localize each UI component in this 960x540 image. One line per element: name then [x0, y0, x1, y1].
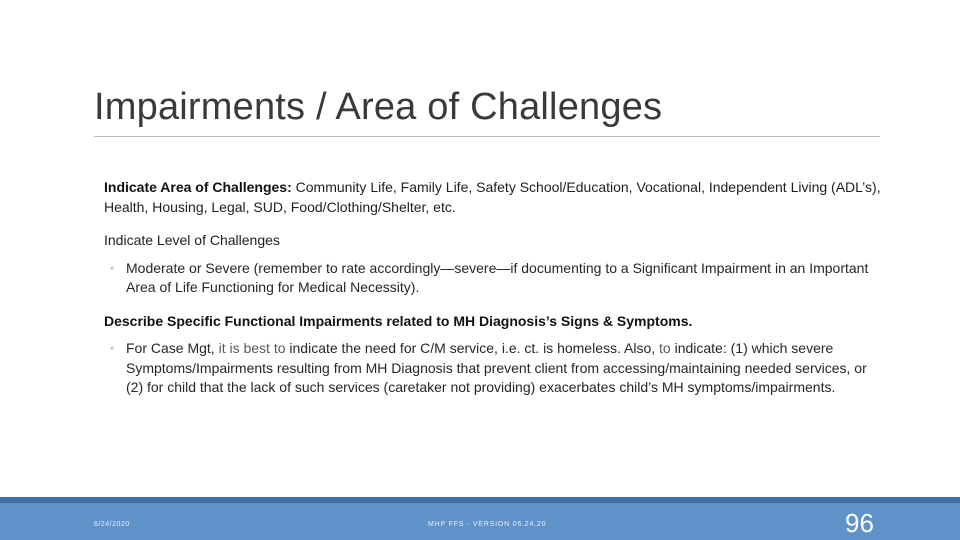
functional-impairments-heading [104, 312, 884, 332]
slide-body [104, 178, 884, 412]
page-number: 96 [845, 508, 874, 538]
footer-date: 6/24/2020 [94, 521, 130, 528]
case-mgt-text-4: to [659, 340, 671, 356]
footer-version: MHP FFS - VERSION 06.24.20 [428, 521, 547, 528]
bullet-icon: ◦ [110, 260, 115, 275]
case-mgt-text-5: indicate: (1) which severe Symptoms/Impairments resulting from MH Diagnosis that prevent client from accessing/maintaining needed services, or (2) for child that the lack of such services (caretaker not providing) exacerbates child’s MH symptoms/impairments. [126, 340, 867, 395]
footer-band-accent [0, 497, 960, 503]
case-mgt-text-1: For Case Mgt, [126, 340, 219, 356]
area-of-challenges-heading: Indicate Area of Challenges: [104, 179, 292, 195]
bullet-icon: ◦ [110, 341, 115, 355]
level-of-challenges-bullet [104, 259, 884, 298]
level-of-challenges-heading: Indicate Level of Challenges [104, 232, 280, 248]
footer-band [0, 497, 960, 540]
functional-impairments-bullet [104, 339, 884, 398]
functional-impairments-heading-text: Describe Specific Functional Impairments related to MH Diagnosis’s Signs & Symptoms. [104, 312, 693, 329]
area-of-challenges-paragraph [104, 178, 884, 217]
level-of-challenges-text: Moderate or Severe (remember to rate accordingly—severe—if documenting to a Significant Impairment in an Important Area of Life Functioning for Medical Necessity). [126, 259, 869, 295]
case-mgt-text-2: it is best to [218, 340, 286, 356]
area-of-challenges-text: Community Life, Family Life, Safety School/Education, Vocational, Independent Living (ADL’s), Health, Housing, Legal, SUD, Food/Clothing/Shelter, etc. [104, 179, 881, 215]
title-divider [94, 136, 880, 137]
case-mgt-text-3: indicate the need for C/M service, i.e. ct. is homeless. Also, [285, 340, 660, 356]
slide-title: Impairments / Area of Challenges [94, 86, 663, 128]
